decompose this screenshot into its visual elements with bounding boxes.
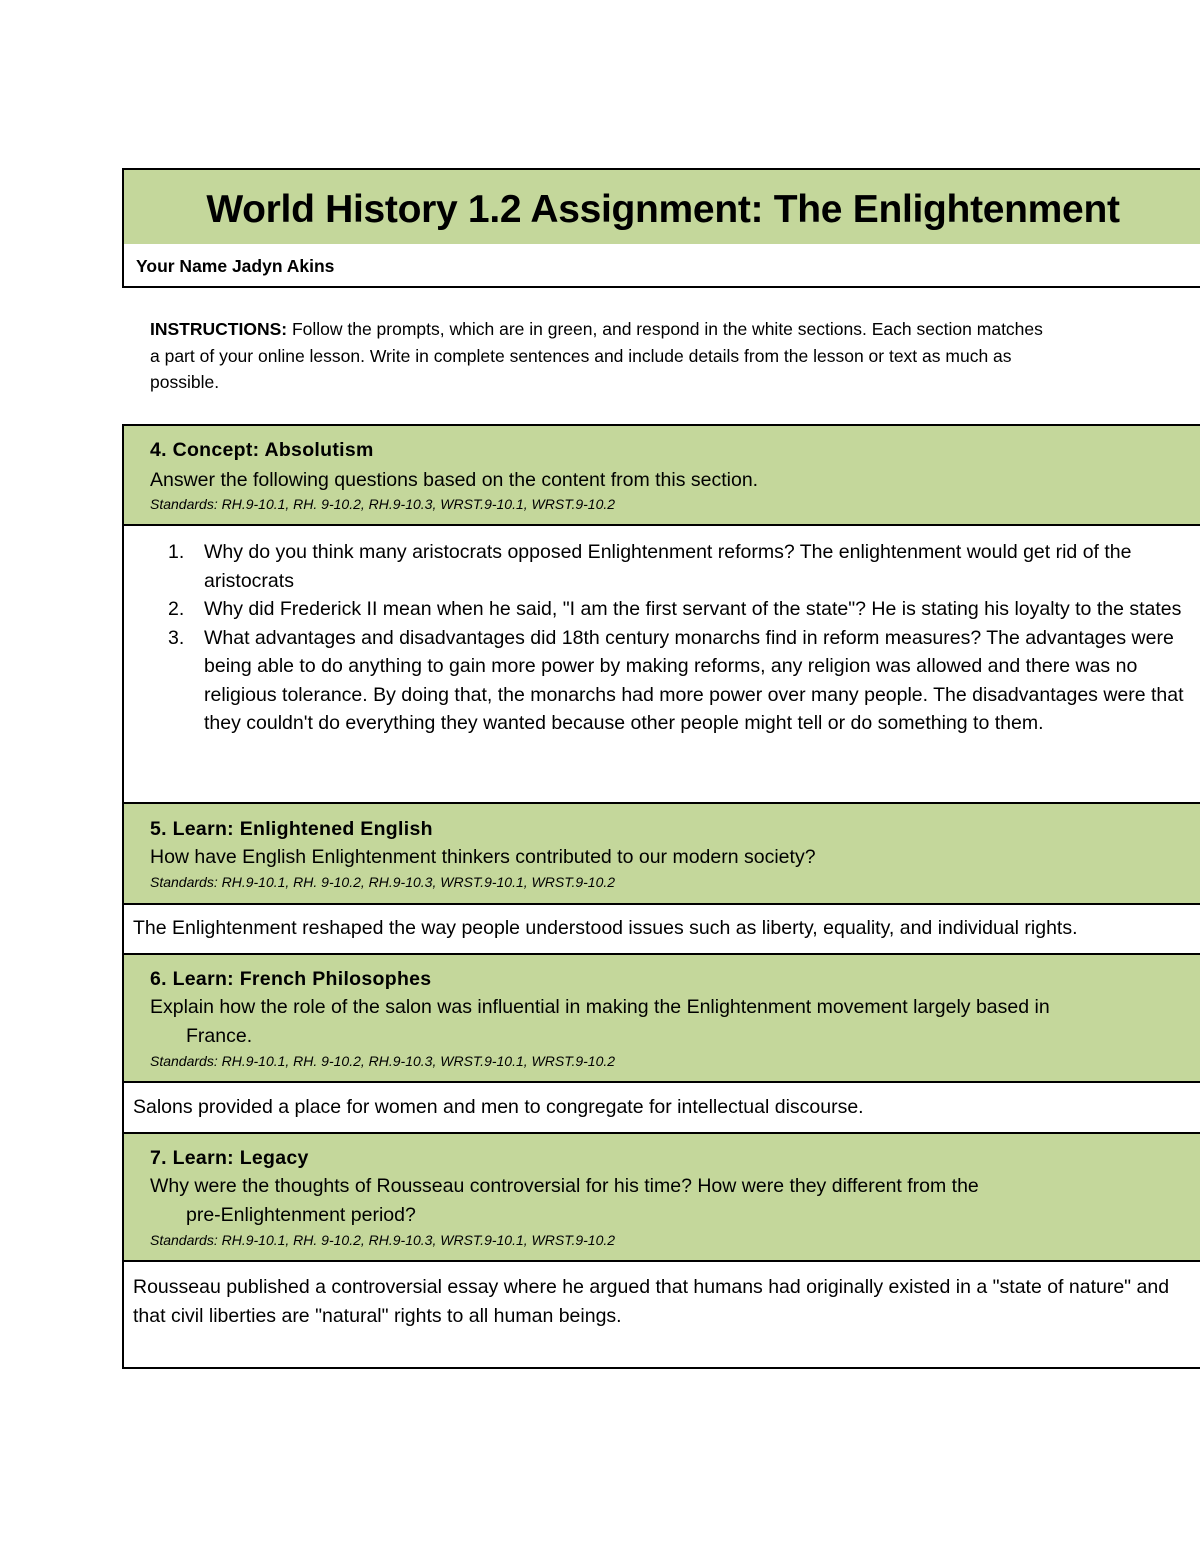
section-6-answer[interactable] — [122, 1081, 1200, 1134]
title-banner — [122, 168, 1200, 246]
page-title: World History 1.2 Assignment: The Enlightenment — [206, 188, 1120, 231]
list-item — [168, 624, 1198, 738]
section-heading: 6. Learn: French Philosophes — [150, 968, 432, 990]
section-5-answer[interactable] — [122, 903, 1200, 955]
section-prompt — [150, 1172, 1190, 1230]
student-name: Your Name Jadyn Akins — [136, 256, 335, 276]
prompt-line: How have English Enlightenment thinkers contributed to our modern society? — [150, 846, 816, 868]
section-standards: Standards: RH.9-10.1, RH. 9-10.2, RH.9-10.3, WRST.9-10.1, WRST.9-10.2 — [150, 496, 616, 512]
instructions-text: Follow the prompts, which are in green, and respond in the white sections. Each section matches a part of your online lesson. Write in complete sentences and include details from the lesson or text as much as possible. — [150, 319, 1043, 392]
question-number: 1. — [168, 541, 185, 563]
section-standards: Standards: RH.9-10.1, RH. 9-10.2, RH.9-10.3, WRST.9-10.1, WRST.9-10.2 — [150, 874, 616, 890]
question-text: What advantages and disadvantages did 18th century monarchs find in reform measures? The advantages were being able to do anything to gain more power by making reforms, any religion was allowed and there was no religious tolerance. By doing that, the monarchs had more power over many people. The disadvantages were that they couldn't do everything they wanted because other people might tell or do something to them. — [204, 626, 1184, 734]
section-5-prompt — [122, 802, 1200, 905]
prompt-line: Why were the thoughts of Rousseau controversial for his time? How were they different from the — [150, 1175, 979, 1197]
section-standards: Standards: RH.9-10.1, RH. 9-10.2, RH.9-10.3, WRST.9-10.1, WRST.9-10.2 — [150, 1232, 616, 1248]
instructions-label: INSTRUCTIONS: — [150, 319, 288, 339]
section-prompt — [150, 466, 1190, 495]
answer-text: Salons provided a place for women and men to congregate for intellectual discourse. — [133, 1096, 864, 1118]
question-list — [168, 538, 1198, 738]
question-text: Why did Frederick II mean when he said, "I am the first servant of the state"? He is stating his loyalty to the states — [204, 598, 1182, 620]
prompt-line: Explain how the role of the salon was influential in making the Enlightenment movement largely based in — [150, 996, 1050, 1018]
section-heading: 4. Concept: Absolutism — [150, 439, 374, 461]
name-row[interactable] — [122, 244, 1200, 288]
question-number: 3. — [168, 626, 185, 649]
section-4-prompt — [122, 424, 1200, 526]
section-prompt — [150, 843, 1190, 872]
instructions — [150, 316, 1050, 396]
section-heading: 5. Learn: Enlightened English — [150, 818, 433, 840]
list-item — [168, 595, 1198, 624]
section-7-prompt — [122, 1132, 1200, 1262]
question-text: Why do you think many aristocrats opposed Enlightenment reforms? The enlightenment would get rid of the aristocrats — [204, 541, 1132, 592]
section-heading: 7. Learn: Legacy — [150, 1147, 309, 1169]
prompt-line-continued: France. — [186, 1025, 253, 1047]
section-7-answer[interactable] — [122, 1260, 1200, 1369]
question-number: 2. — [168, 598, 185, 620]
answer-text: The Enlightenment reshaped the way people understood issues such as liberty, equality, and individual rights. — [133, 917, 1078, 939]
section-6-prompt — [122, 953, 1200, 1083]
prompt-line: Answer the following questions based on the content from this section. — [150, 469, 759, 491]
section-prompt — [150, 993, 1190, 1051]
section-standards: Standards: RH.9-10.1, RH. 9-10.2, RH.9-10.3, WRST.9-10.1, WRST.9-10.2 — [150, 1053, 616, 1069]
section-4-answer[interactable] — [122, 524, 1200, 804]
list-item — [168, 538, 1198, 595]
prompt-line-continued: pre-Enlightenment period? — [186, 1204, 416, 1226]
answer-text: Rousseau published a controversial essay where he argued that humans had originally existed in a "state of nature" and that civil liberties are "natural" rights to all human beings. — [133, 1276, 1170, 1327]
